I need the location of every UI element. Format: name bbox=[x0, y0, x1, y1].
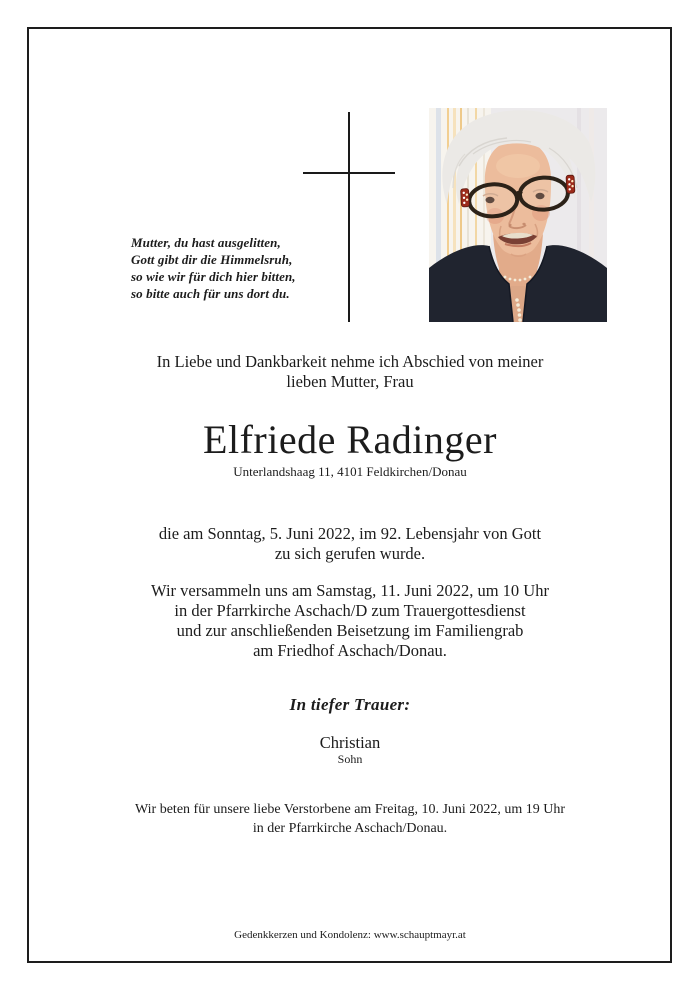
prayer-line: Wir beten für unsere liebe Verstorbene am Freitag, 10. Juni 2022, um 19 Uhr bbox=[135, 802, 565, 817]
passing-text bbox=[0, 524, 700, 564]
mourner-relation: Sohn bbox=[337, 752, 363, 766]
service-line: am Friedhof Aschach/Donau. bbox=[253, 641, 447, 660]
mourner-name: Christian bbox=[319, 733, 381, 752]
poem-line: Gott gibt dir die Himmelsruh, bbox=[131, 252, 293, 267]
poem-line: Mutter, du hast ausgelitten, bbox=[131, 235, 281, 250]
deceased-address: Unterlandshaag 11, 4101 Feldkirchen/Donau bbox=[233, 464, 467, 479]
service-text bbox=[0, 581, 700, 661]
cross-horizontal-bar bbox=[303, 172, 395, 174]
prayer-text bbox=[0, 800, 700, 838]
portrait-photo bbox=[429, 108, 607, 322]
prayer-line: in der Pfarrkirche Aschach/Donau. bbox=[252, 821, 448, 836]
mourning-poem bbox=[131, 234, 296, 302]
service-line: Wir versammeln uns am Samstag, 11. Juni 2022, um 10 Uhr bbox=[151, 581, 549, 600]
intro-line: In Liebe und Dankbarkeit nehme ich Abschied von meiner bbox=[156, 352, 544, 371]
service-line: und zur anschließenden Beisetzung im Familiengrab bbox=[176, 621, 524, 640]
footer-condolence-text: Gedenkkerzen und Kondolenz: www.schauptmayr.at bbox=[234, 929, 466, 941]
poem-line: so bitte auch für uns dort du. bbox=[131, 286, 290, 301]
mourning-heading: In tiefer Trauer: bbox=[289, 695, 411, 714]
poem-line: so wie wir für dich hier bitten, bbox=[131, 269, 296, 284]
deceased-name: Elfriede Radinger bbox=[203, 417, 497, 462]
intro-text bbox=[0, 352, 700, 392]
cross-vertical-bar bbox=[348, 112, 350, 322]
intro-line: lieben Mutter, Frau bbox=[286, 372, 414, 391]
service-line: in der Pfarrkirche Aschach/D zum Trauergottesdienst bbox=[174, 601, 526, 620]
passing-line: die am Sonntag, 5. Juni 2022, im 92. Lebensjahr von Gott bbox=[158, 524, 542, 543]
passing-line: zu sich gerufen wurde. bbox=[274, 544, 426, 563]
